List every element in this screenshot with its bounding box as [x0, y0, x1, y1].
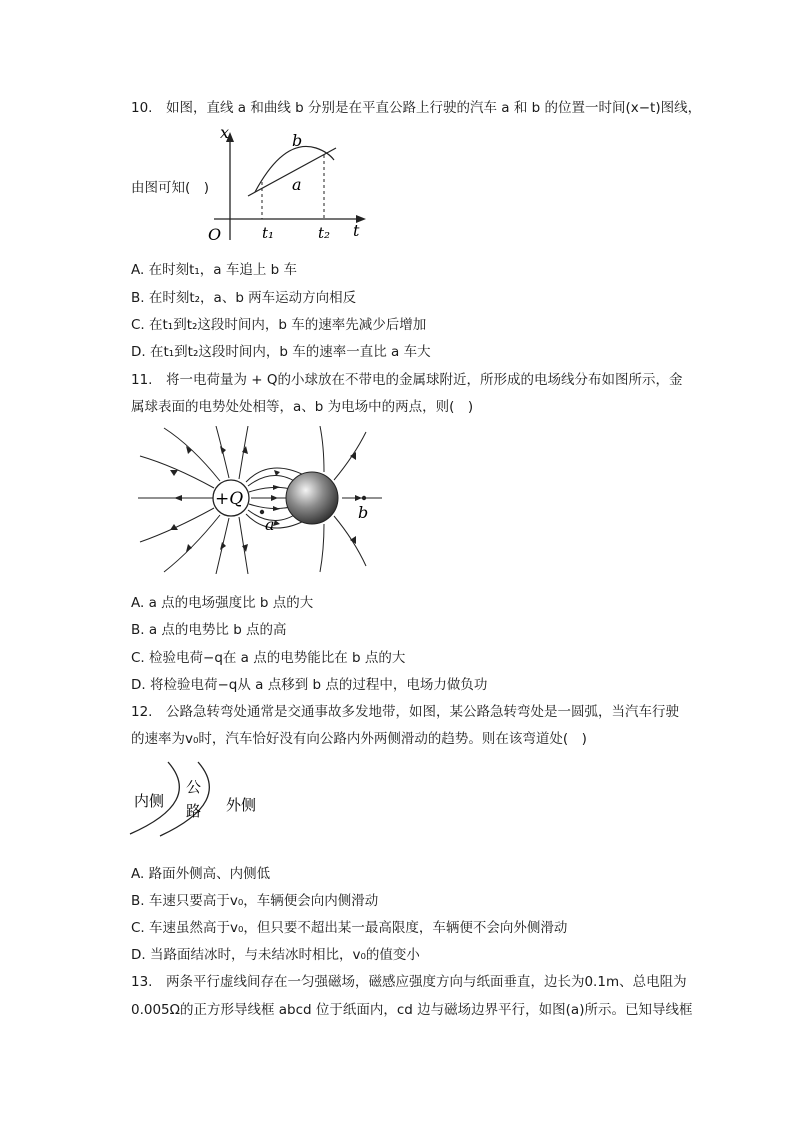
outer-edge-curve [160, 762, 209, 836]
q10-stem-line2: 由图可知( ) [131, 180, 210, 196]
q10-option-a: A. 在时刻t₁，a 车追上 b 车 [131, 262, 298, 278]
q11-stem-line2: 属球表面的电势处处相等，a、b 为电场中的两点，则( ) [131, 399, 474, 415]
q10-option-c: C. 在t₁到t₂这段时间内，b 车的速率先减少后增加 [131, 317, 427, 333]
q10-xt-graph [200, 122, 370, 244]
metal-ball [286, 472, 338, 524]
q12-stem-line1: 12. 公路急转弯处通常是交通事故多发地带，如图，某公路急转弯处是一圆弧，当汽车行驶 [131, 704, 679, 720]
road-label-2: 路 [186, 802, 202, 820]
q11-option-c: C. 检验电荷−q在 a 点的电势能比在 b 点的大 [131, 650, 406, 666]
q11-stem-line1: 11. 将一电荷量为 + Q的小球放在不带电的金属球附近，所形成的电场线分布如图所示，金 [131, 372, 683, 388]
t1-label: t₁ [262, 224, 275, 242]
q11-option-b: B. a 点的电势比 b 点的高 [131, 622, 287, 638]
q12-option-b: B. 车速只要高于v₀，车辆便会向内侧滑动 [131, 893, 379, 909]
q13-stem-line1: 13. 两条平行虚线间存在一匀强磁场，磁感应强度方向与纸面垂直，边长为0.1m、总电阻为 [131, 974, 687, 990]
outer-side-label: 外侧 [226, 796, 257, 814]
q10-stem-line1: 10. 如图，直线 a 和曲线 b 分别是在平直公路上行驶的汽车 a 和 b 的位置一时间(x−t)图线， [131, 100, 702, 116]
point-b-label: b [358, 503, 369, 522]
line-a-label: a [292, 175, 302, 194]
curve-b-label: b [292, 131, 303, 150]
origin-label: O [208, 225, 222, 244]
q10-option-b: B. 在时刻t₂，a、b 两车运动方向相反 [131, 290, 357, 306]
t-axis-label: t [353, 221, 360, 240]
q12-option-d: D. 当路面结冰时，与未结冰时相比，v₀的值变小 [131, 947, 420, 963]
charge-label: +Q [215, 489, 244, 509]
q10-option-d: D. 在t₁到t₂这段时间内，b 车的速率一直比 a 车大 [131, 344, 431, 360]
q12-stem-line2: 的速率为v₀时，汽车恰好没有向公路内外两侧滑动的趋势。则在该弯道处( ) [131, 731, 587, 747]
q12-option-a: A. 路面外侧高、内侧低 [131, 866, 271, 882]
q11-option-a: A. a 点的电场强度比 b 点的大 [131, 595, 314, 611]
t2-label: t₂ [318, 224, 331, 242]
q13-stem-line2: 0.005Ω的正方形导线框 abcd 位于纸面内，cd 边与磁场边界平行，如图(a)所示。已知导线框 [131, 1002, 693, 1018]
q11-field-diagram [134, 426, 384, 574]
road-label-1: 公 [186, 778, 202, 796]
point-a [260, 510, 264, 514]
q12-option-c: C. 车速虽然高于v₀，但只要不超出某一最高限度，车辆便不会向外侧滑动 [131, 920, 568, 936]
point-a-label: a [265, 515, 275, 534]
q11-option-d: D. 将检验电荷−q从 a 点移到 b 点的过程中，电场力做负功 [131, 677, 488, 693]
inner-side-label: 内侧 [134, 792, 165, 810]
point-b [362, 496, 366, 500]
q12-road-diagram [128, 758, 278, 840]
x-axis-label: x [220, 123, 230, 142]
